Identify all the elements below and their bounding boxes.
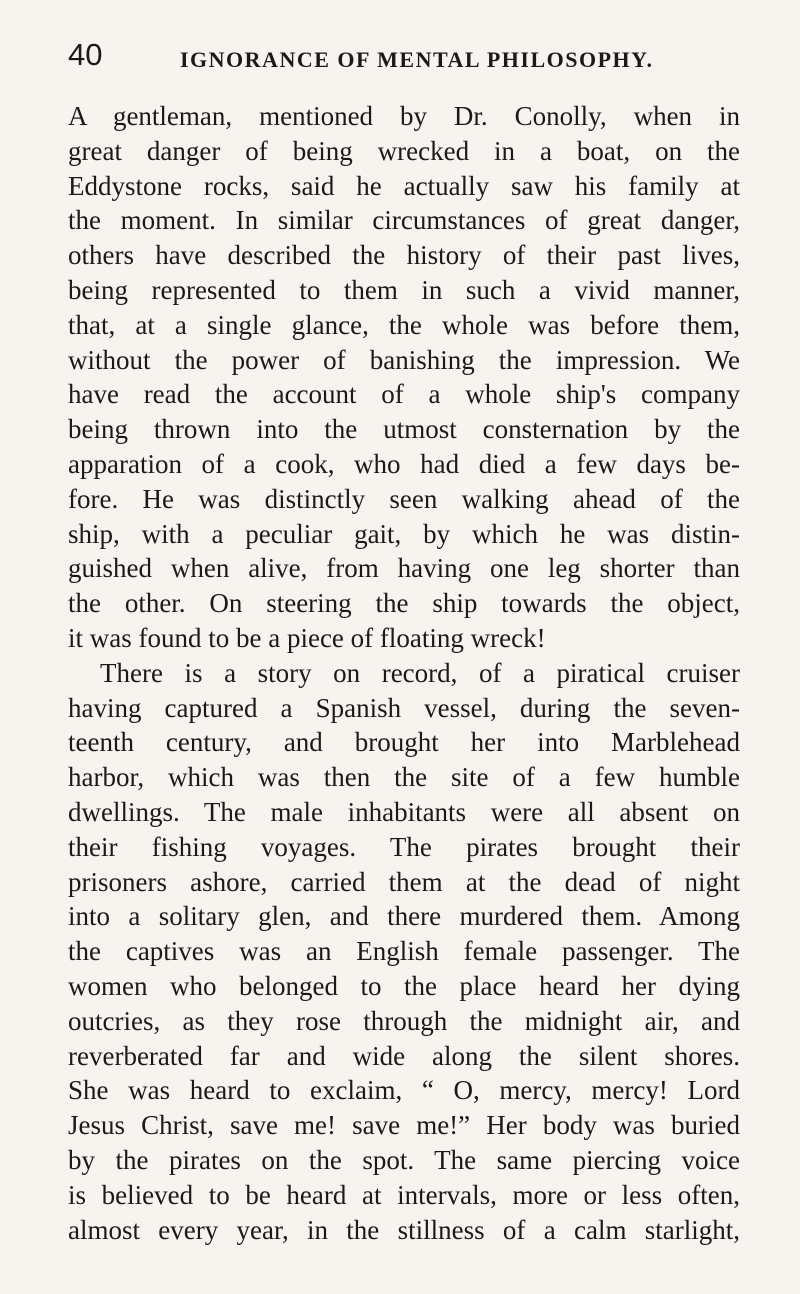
text-line: guished when alive, from having one leg shorter than: [68, 553, 740, 584]
text-line: it was found to be a piece of floating wreck!: [68, 622, 546, 653]
text-line: prisoners ashore, carried them at the dead of night: [68, 866, 740, 897]
running-title: IGNORANCE OF MENTAL PHILOSOPHY.: [180, 47, 654, 72]
text-line: ship, with a peculiar gait, by which he was distin-: [68, 518, 740, 549]
page-number: 40: [68, 37, 103, 72]
text-line: Jesus Christ, save me! save me!” Her body was buried: [68, 1110, 740, 1141]
text-line: fore. He was distinctly seen walking ahead of the: [68, 483, 740, 514]
text-line: harbor, which was then the site of a few humble: [68, 762, 740, 793]
text-line: reverberated far and wide along the silent shores.: [68, 1040, 740, 1071]
text-line: that, at a single glance, the whole was before them,: [68, 309, 740, 340]
text-line: outcries, as they rose through the midnight air, and: [68, 1005, 740, 1036]
text-line: apparation of a cook, who had died a few days be-: [68, 448, 740, 479]
text-line: without the power of banishing the impression. We: [68, 344, 740, 375]
text-line: She was heard to exclaim, “ O, mercy, mercy! Lord: [68, 1075, 740, 1106]
text-line: A gentleman, mentioned by Dr. Conolly, when in: [68, 101, 740, 131]
text-line: the captives was an English female passenger. The: [68, 936, 740, 967]
text-line: Eddystone rocks, said he actually saw his family at: [68, 170, 740, 201]
text-line: teenth century, and brought her into Marblehead: [68, 727, 740, 758]
text-line: There is a story on record, of a piratical cruiser: [100, 657, 740, 688]
text-line: have read the account of a whole ship's company: [68, 379, 740, 410]
text-line: almost every year, in the stillness of a calm starlight,: [68, 1214, 740, 1245]
text-line: having captured a Spanish vessel, during the seven-: [68, 692, 740, 723]
text-line: the moment. In similar circumstances of great danger,: [68, 205, 740, 236]
text-line: others have described the history of their past lives,: [68, 240, 740, 271]
text-line: being represented to them in such a vivid manner,: [68, 274, 740, 305]
body-text: [68, 99, 740, 1247]
text-line: their fishing voyages. The pirates brought their: [68, 831, 740, 862]
text-line: women who belonged to the place heard her dying: [68, 970, 740, 1001]
text-line: into a solitary glen, and there murdered them. Among: [68, 901, 740, 932]
running-head: [68, 36, 740, 86]
text-line: is believed to be heard at intervals, more or less often,: [68, 1179, 740, 1210]
text-line: dwellings. The male inhabitants were all absent on: [68, 796, 740, 827]
text-line: by the pirates on the spot. The same piercing voice: [68, 1144, 740, 1175]
text-line: being thrown into the utmost consternation by the: [68, 414, 740, 445]
text-line: great danger of being wrecked in a boat, on the: [68, 135, 740, 166]
text-line: the other. On steering the ship towards the object,: [68, 588, 740, 619]
